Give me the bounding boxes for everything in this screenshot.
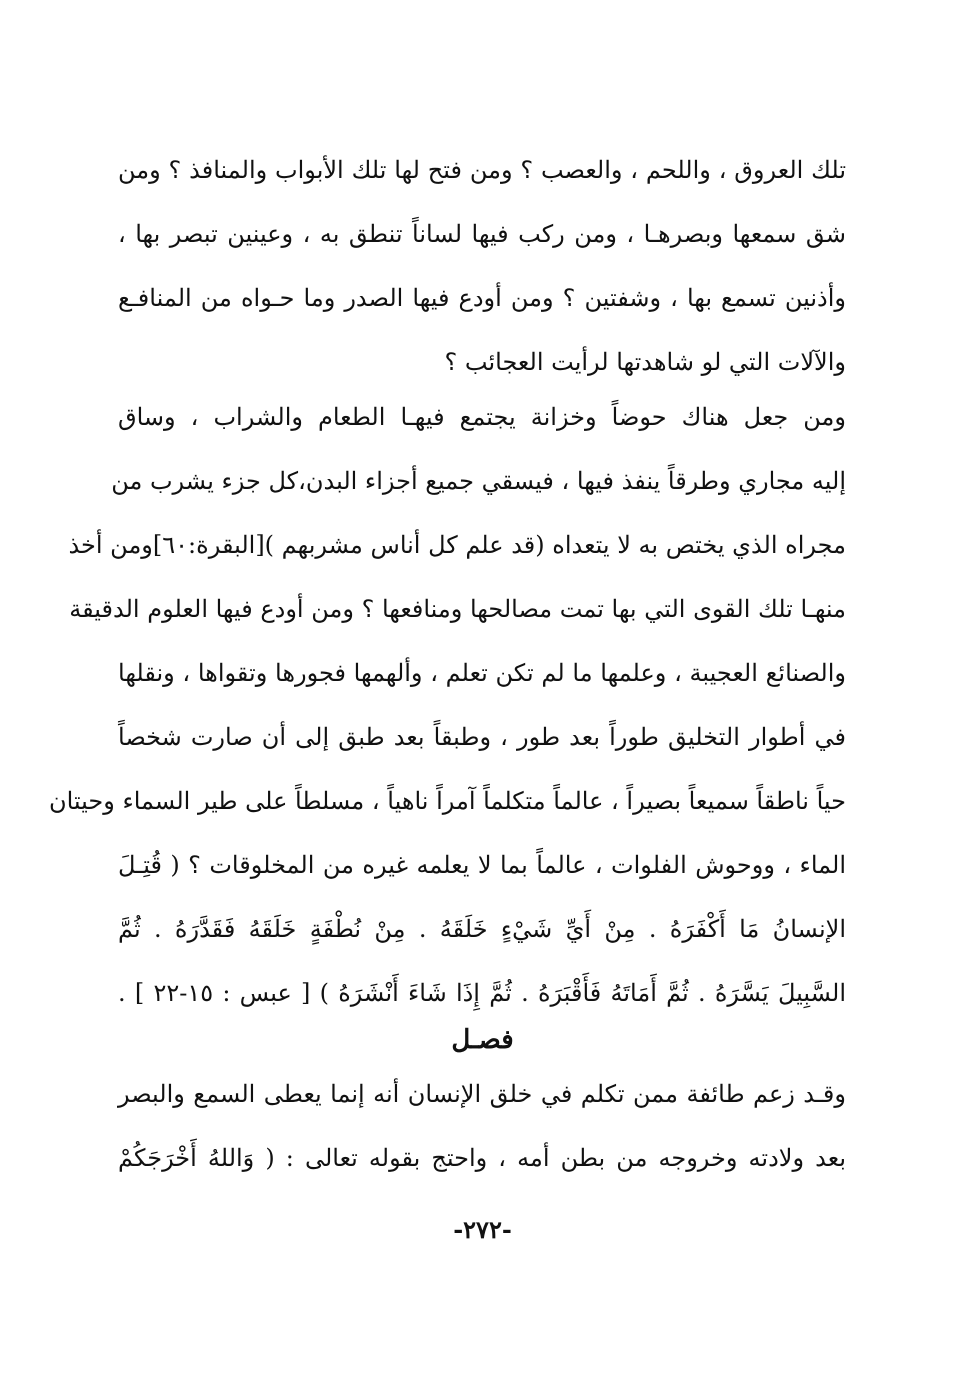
paragraph-line: تلك العروق ، واللحم ، والعصب ؟ ومن فتح لها تلك الأبواب والمنافذ ؟ ومن xyxy=(118,156,846,184)
paragraph-line: وقـد زعم طائفة ممن تكلم في خلق الإنسان أنه إنما يعطى السمع والبصر xyxy=(118,1080,846,1108)
paragraph-line: والصنائع العجيبة ، وعلمها ما لم تكن تعلم ، وألهمها فجورها وتقواها ، ونقلها xyxy=(118,659,847,687)
paragraph-2 xyxy=(48,385,847,1025)
paragraph-line: بعد ولادته وخروجه من بطن أمه ، واحتج بقوله تعالى : ( وَاللهُ أَخْرَجَكُمْ xyxy=(118,1144,847,1172)
paragraph-line: السَّبِيلَ يَسَّرَهُ . ثُمَّ أَمَاتَهُ فَأَقْبَرَهُ . ثُمَّ إِذَا شَاءَ أَنْشَرَهُ ) [ عبس : ١٥-٢٢ ] . xyxy=(118,979,847,1007)
paragraph-3 xyxy=(118,1062,846,1190)
paragraph-line: حياً ناطقاً سميعاً بصيراً ، عالماً متكلماً آمراً ناهياً ، مسلطاً على طير السماء وحيتان xyxy=(48,787,846,815)
paragraph-line: وأذنين تسمع بها ، وشفتين ؟ ومن أودع فيها الصدر وما حـواه من المنافـع xyxy=(118,284,846,312)
paragraph-line: مجراه الذي يختص به لا يتعداه (قد علم كل أناس مشربهم )[البقرة:٦٠]ومن أخذ xyxy=(68,531,846,559)
paragraph-line: شق سمعها وبصرهـا ، ومن ركب فيها لساناً تنطق به ، وعينين تبصر بها ، xyxy=(118,220,846,248)
paragraph-line: في أطوار التخليق طوراً بعد طور ، وطبقاً بعد طبق إلى أن صارت شخصاً xyxy=(118,723,846,751)
paragraph-line: إليه مجاري وطرقاً ينفذ فيها ، فيسقي جميع أجزاء البدن،كل جزء يشرب من xyxy=(111,467,846,495)
paragraph-line: الإنسانُ مَا أَكْفَرَهُ . مِنْ أَيِّ شَيْءٍ خَلَقَهُ . مِنْ نُطْفَةٍ خَلَقَهُ فَقَدَّرَهُ . ثُمَّ xyxy=(118,915,846,943)
paragraph-line: ومن جعل هناك حوضاً وخزانة يجتمع فيهـا الطعام والشراب ، وساق xyxy=(118,403,846,431)
paragraph-1 xyxy=(118,138,846,394)
page-number: -٢٧٢- xyxy=(453,1215,512,1244)
paragraph-line: الماء ، ووحوش الفلوات ، عالماً بما لا يعلمه غيره من المخلوقات ؟ ( قُتِـلَ xyxy=(118,851,846,879)
paragraph-line: والآلات التي لو شاهدتها لرأيت العجائب ؟ xyxy=(444,348,846,376)
section-heading: فصـل xyxy=(451,1025,514,1055)
paragraph-line: منهـا تلك القوى التي بها تمت مصالحها ومنافعها ؟ ومن أودع فيها العلوم الدقيقة xyxy=(69,595,846,623)
